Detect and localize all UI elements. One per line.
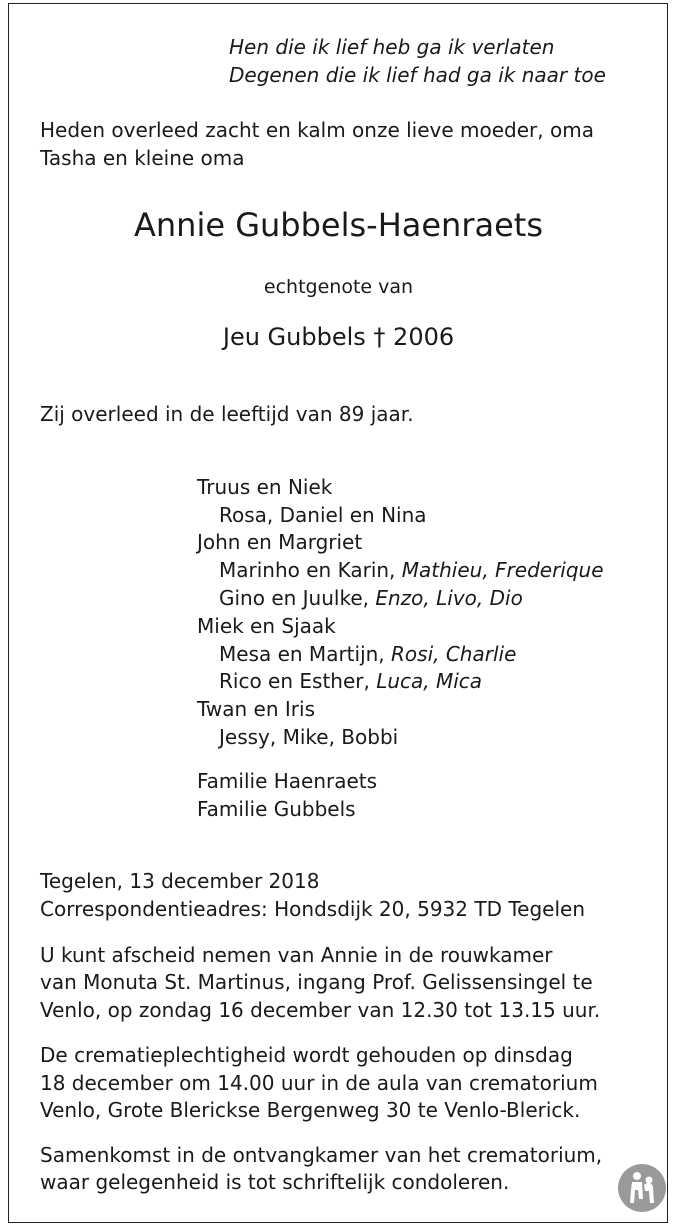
- family-couple: Mesa en Martijn,: [219, 642, 392, 666]
- family-line: [219, 557, 604, 585]
- family-line: John en Margriet: [197, 530, 363, 554]
- family-children: Luca, Mica: [376, 669, 483, 693]
- family-line: Rosa, Daniel en Nina: [219, 503, 427, 527]
- family-line: [219, 585, 523, 613]
- place-date: Tegelen, 13 december 2018: [40, 869, 320, 893]
- spouse-intro: echtgenote van: [263, 276, 414, 298]
- family-line: Jessy, Mike, Bobbi: [219, 725, 399, 749]
- ceremony-line-3: Venlo, Grote Blerickse Bergenweg 30 te Venlo-Blerick.: [40, 1098, 581, 1122]
- deceased-name: Annie Gubbels-Haenraets: [133, 206, 543, 244]
- intro-line-2: Tasha en kleine oma: [40, 146, 245, 170]
- family-line: Twan en Iris: [197, 697, 315, 721]
- gathering-line-2: waar gelegenheid is tot schriftelijk condoleren.: [40, 1170, 510, 1194]
- family-line: Miek en Sjaak: [197, 614, 336, 638]
- family-children: Rosi, Charlie: [391, 642, 517, 666]
- family-children: Mathieu, Frederique: [401, 558, 604, 582]
- gathering-line-1: Samenkomst in de ontvangkamer van het crematorium,: [40, 1143, 603, 1167]
- verse-line-1: Hen die ik lief heb ga ik verlaten: [229, 35, 555, 59]
- farewell-line-1: U kunt afscheid nemen van Annie in de rouwkamer: [40, 943, 553, 967]
- intro-line-1: Heden overleed zacht en kalm onze lieve moeder, oma: [40, 118, 594, 142]
- verse-line-2: Degenen die ik lief had ga ik naar toe: [229, 63, 606, 87]
- family-line: [219, 668, 482, 696]
- family-couple: Marinho en Karin,: [219, 558, 402, 582]
- family-couple: Rico en Esther,: [219, 669, 377, 693]
- ceremony-line-1: De crematieplechtigheid wordt gehouden op dinsdag: [40, 1043, 573, 1067]
- memorial-logo-icon: [617, 1163, 667, 1213]
- correspondence-address: Correspondentieadres: Hondsdijk 20, 5932 TD Tegelen: [40, 897, 585, 921]
- farewell-line-3: Venlo, op zondag 16 december van 12.30 tot 13.15 uur.: [40, 998, 601, 1022]
- cross-icon: †: [373, 323, 386, 351]
- ceremony-line-2: 18 december om 14.00 uur in de aula van crematorium: [40, 1071, 598, 1095]
- spouse-name: Jeu Gubbels: [222, 323, 366, 351]
- family-couple: Gino en Juulke,: [219, 586, 376, 610]
- notice-border: [8, 3, 668, 1223]
- spouse-death-year: 2006: [393, 323, 455, 351]
- family-line: [219, 641, 516, 669]
- family-gubbels: Familie Gubbels: [197, 797, 356, 821]
- family-children: Enzo, Livo, Dio: [375, 586, 523, 610]
- family-line: Truus en Niek: [197, 475, 333, 499]
- farewell-line-2: van Monuta St. Martinus, ingang Prof. Gelissensingel te: [40, 970, 593, 994]
- family-haenraets: Familie Haenraets: [197, 769, 378, 793]
- spouse-line: [0, 323, 677, 351]
- age-line: Zij overleed in de leeftijd van 89 jaar.: [40, 402, 414, 426]
